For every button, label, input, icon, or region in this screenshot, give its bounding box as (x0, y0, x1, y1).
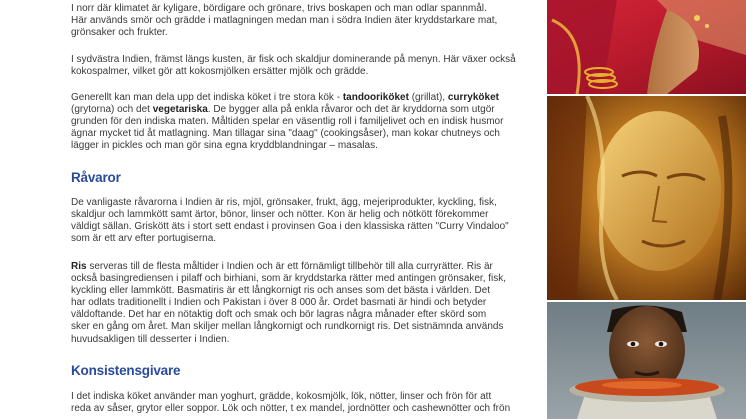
text-line: reda av såser, grytor eller soppor. Lök och nötter, t ex mandel, jordnötter och cashewnötter och frön (71, 403, 511, 415)
ravaror-paragraph (71, 197, 517, 245)
text-line: skaldjur och lammkött samt ärtor, bönor, linser och nötter. Kon är helig och nötkött förekommer (71, 209, 489, 221)
spice-man-photo (547, 302, 746, 419)
text-fragment: (grillat), (408, 92, 448, 103)
text-line: kokospalmer, vilket gör att kokosmjölken ersätter mjölk och grädde. (71, 66, 369, 78)
text-line: väldoftande. Det har en nötaktig doft och smak och bör lagras några månader efter skörd som (71, 309, 487, 321)
text-line: har odlats traditionellt i Indien och Pakistan i över 8 000 år. Ordet basmati är hindi och betyder (71, 297, 487, 309)
intro-paragraph-north (71, 3, 517, 39)
text-line: sker en gång om året. Man skiljer mellan långkornigt och rundkornigt ris. Det sistnämnda används (71, 321, 504, 333)
ris-paragraph (71, 261, 517, 346)
konsistens-heading: Konsistensgivare (71, 363, 181, 378)
text-line: I norr där klimatet är kyligare, bördigare och grönare, trivs boskapen och man odlar spannmål. (71, 3, 487, 14)
text-fragment: Generellt kan man dela upp det indiska köket i tre stora kök - (71, 92, 343, 103)
text-line: I det indiska köket använder man yoghurt, grädde, kokosmjölk, lök, nötter, linser och frön för att (71, 391, 492, 402)
ravaror-heading: Råvaror (71, 170, 121, 185)
text-line: också basingrediensen i pilaff och birhiani, som är kryddstarka rätter med antingen grönsaker, fisk, (71, 273, 507, 285)
text-line: ägnar mycket tid åt matlagning. Man tillagar sina "daag" (cookingsåser), man kokar chutneys och (71, 128, 500, 140)
text-line: som är ett arv efter portugiserna. (71, 233, 217, 245)
text-line: Här används smör och grädde i matlagningen medan man i södra Indien äter kryddstarkare mat, (71, 15, 498, 27)
intro-paragraph-kitchens (71, 92, 517, 152)
text-line: I sydvästra Indien, främst längs kusten, är fisk och skaldjur dominerande på menyn. Här växer också (71, 54, 516, 65)
text-line: De vanligaste råvarorna i Indien är ris, mjöl, grönsaker, frukt, ägg, mejeriprodukter, kyckling, fisk, (71, 197, 497, 208)
text-fragment: . De bygger alla på enkla råvaror och det är kryddorna som utgör (207, 104, 495, 116)
vegetarian-term: vegetariska (152, 104, 208, 116)
photo-column (547, 0, 746, 419)
konsistens-paragraph (71, 391, 517, 415)
sari-woman-photo (547, 0, 746, 94)
text-fragment: serveras till de flesta måltider i Indien och är ett förnämligt tillbehör till alla curryrätter. Ris är (86, 261, 493, 272)
text-line: lägger in pickles och man gör sina egna kryddblandningar – masalas. (71, 140, 378, 152)
text-line: väldigt sällan. Griskött äts i stort sett endast i provinsen Goa i den klassiska rätten "Curry Vindaloo" (71, 221, 509, 233)
text-line: grönsaker och frukter. (71, 27, 168, 39)
golden-buddha-photo (547, 96, 746, 300)
ris-term: Ris (71, 261, 87, 272)
curry-term: curryköket (447, 92, 499, 103)
text-line: grunden för den indiska maten. Måltiden spelar en väsentlig roll i familjelivet och en indisk husmor (71, 116, 504, 128)
intro-paragraph-southwest (71, 54, 517, 78)
tandoori-term: tandooriköket (342, 92, 409, 103)
text-line: kyckling eller lammkött. Basmatiris är ett långkornigt ris och anses som det bästa i världen. Det (71, 285, 491, 297)
text-line: huvudsakligen till desserter i Indien. (71, 333, 230, 345)
text-fragment: (grytorna) och det (71, 104, 153, 116)
